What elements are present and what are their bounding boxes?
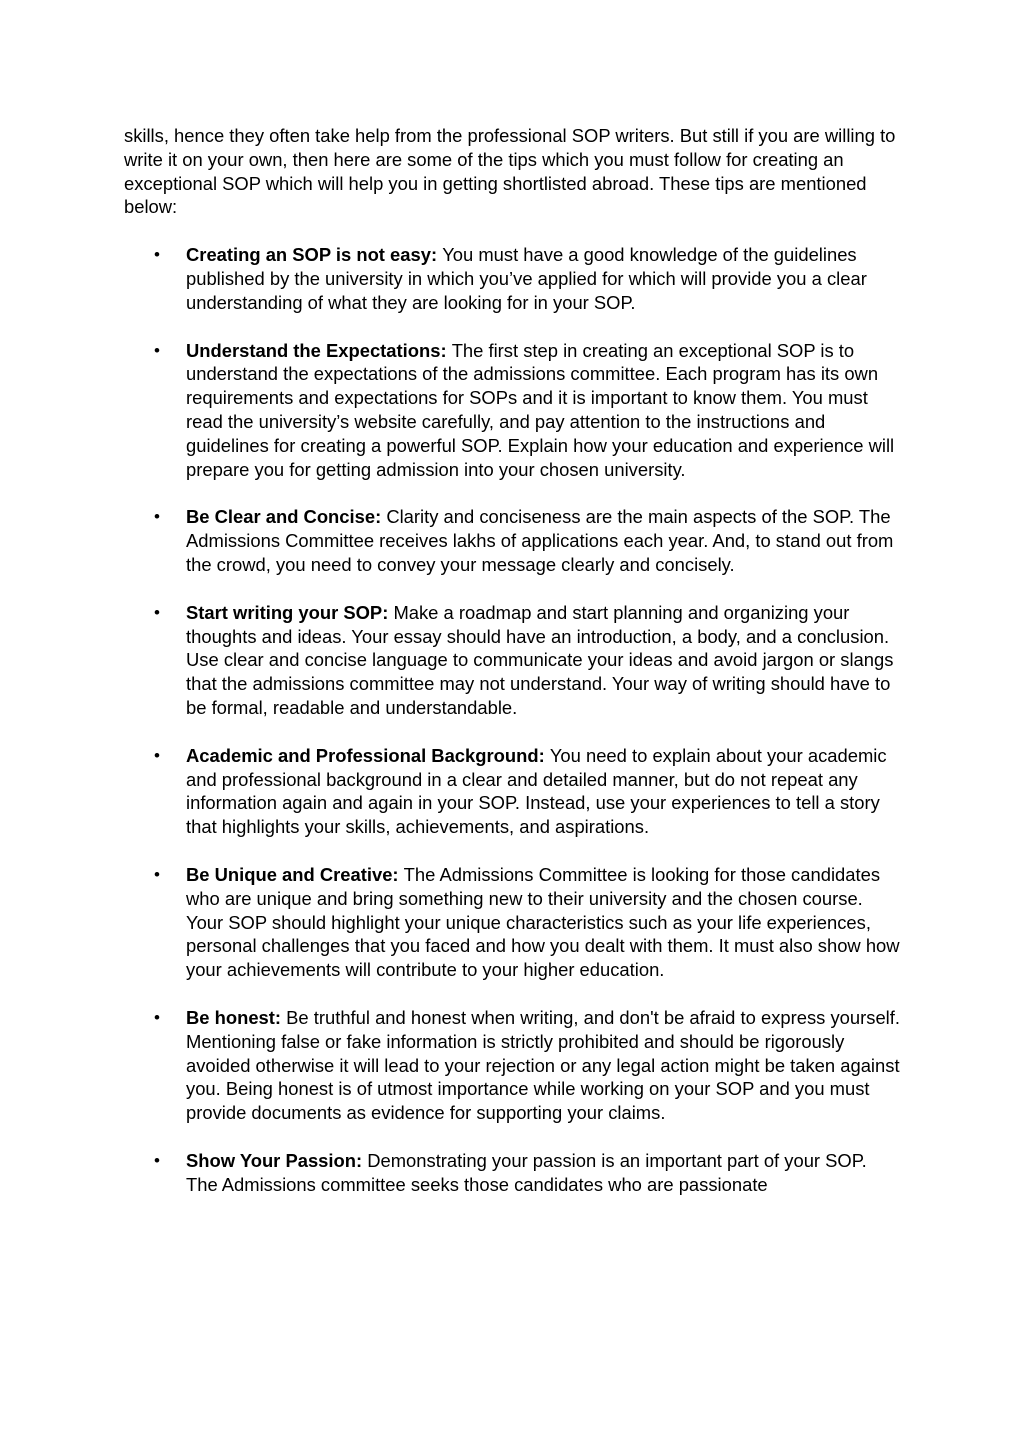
document-body <box>124 124 902 1220</box>
bullet-icon: • <box>154 745 160 765</box>
tip-body: Clarity and conciseness are the main aspects of the SOP. The Admissions Committee receives lakhs of applications each year. And, to stand out from the crowd, you need to convey your message clearly and concisely. <box>186 506 894 575</box>
intro-paragraph: skills, hence they often take help from the professional SOP writers. But still if you are willing to write it on your own, then here are some of the tips which you must follow for creating an exceptional SOP which will help you in getting shortlisted abroad. These tips are mentioned below: <box>124 125 896 218</box>
tip-body: Make a roadmap and start planning and organizing your thoughts and ideas. Your essay should have an introduction, a body, and a conclusion. Use clear and concise language to communicate your ideas and avoid jargon or slangs that the admissions committee may not understand. Your way of writing should have to be formal, readable and understandable. <box>186 601 894 718</box>
tip-item <box>124 243 902 314</box>
tip-item <box>124 601 902 720</box>
tips-list <box>124 243 902 1196</box>
tip-body: You need to explain about your academic and professional background in a clear and detailed manner, but do not repeat any information again and again in your SOP. Instead, use your experiences to tell a story that highlights your skills, achievements, and aspirations. <box>186 744 887 838</box>
bullet-icon: • <box>154 864 160 884</box>
tip-body: Demonstrating your passion is an important part of your SOP. The Admissions committee seeks those candidates who are passionate <box>186 1149 867 1195</box>
tip-body: Be truthful and honest when writing, and don't be afraid to express yourself. Mentioning false or fake information is strictly prohibited and should be rigorously avoided otherwise it will lead to your rejection or any legal action might be taken against you. Being honest is of utmost importance while working on your SOP and you must provide documents as evidence for supporting your claims. <box>186 1006 900 1124</box>
tip-body: You must have a good knowledge of the guidelines published by the university in which you’ve applied for which will provide you a clear understanding of what they are looking for in your SOP. <box>186 244 867 313</box>
bullet-icon: • <box>154 1150 160 1170</box>
tip-title: Be Clear and Concise: <box>186 506 387 528</box>
tip-title: Academic and Professional Background: <box>186 744 550 766</box>
bullet-icon: • <box>154 245 160 265</box>
tip-item <box>124 1149 902 1197</box>
tip-item <box>124 339 902 482</box>
tip-title: Be Unique and Creative: <box>186 863 404 885</box>
tip-item <box>124 1006 902 1125</box>
tip-body: The Admissions Committee is looking for those candidates who are unique and bring something new to their university and the chosen course. Your SOP should highlight your unique characteristics such as your life experiences, personal challenges that you faced and how you dealt with them. It must also show how your achievements will contribute to your higher education. <box>186 863 900 981</box>
tip-title: Understand the Expectations: <box>186 339 452 361</box>
tip-title: Start writing your SOP: <box>186 601 394 623</box>
bullet-icon: • <box>154 602 160 622</box>
tip-item <box>124 744 902 839</box>
bullet-icon: • <box>154 507 160 527</box>
tip-title: Show Your Passion: <box>186 1149 368 1171</box>
bullet-icon: • <box>154 1007 160 1027</box>
tip-item <box>124 863 902 982</box>
tip-title: Creating an SOP is not easy: <box>186 244 443 266</box>
bullet-icon: • <box>154 340 160 360</box>
tip-title: Be honest: <box>186 1006 287 1028</box>
tip-item <box>124 505 902 576</box>
tip-body: The first step in creating an exceptional SOP is to understand the expectations of the admissions committee. Each program has its own requirements and expectations for SOPs and it is important to know them. You must read the university’s website carefully, and pay attention to the instructions and guidelines for creating a powerful SOP. Explain how your education and experience will prepare you for getting admission into your chosen university. <box>186 339 895 480</box>
